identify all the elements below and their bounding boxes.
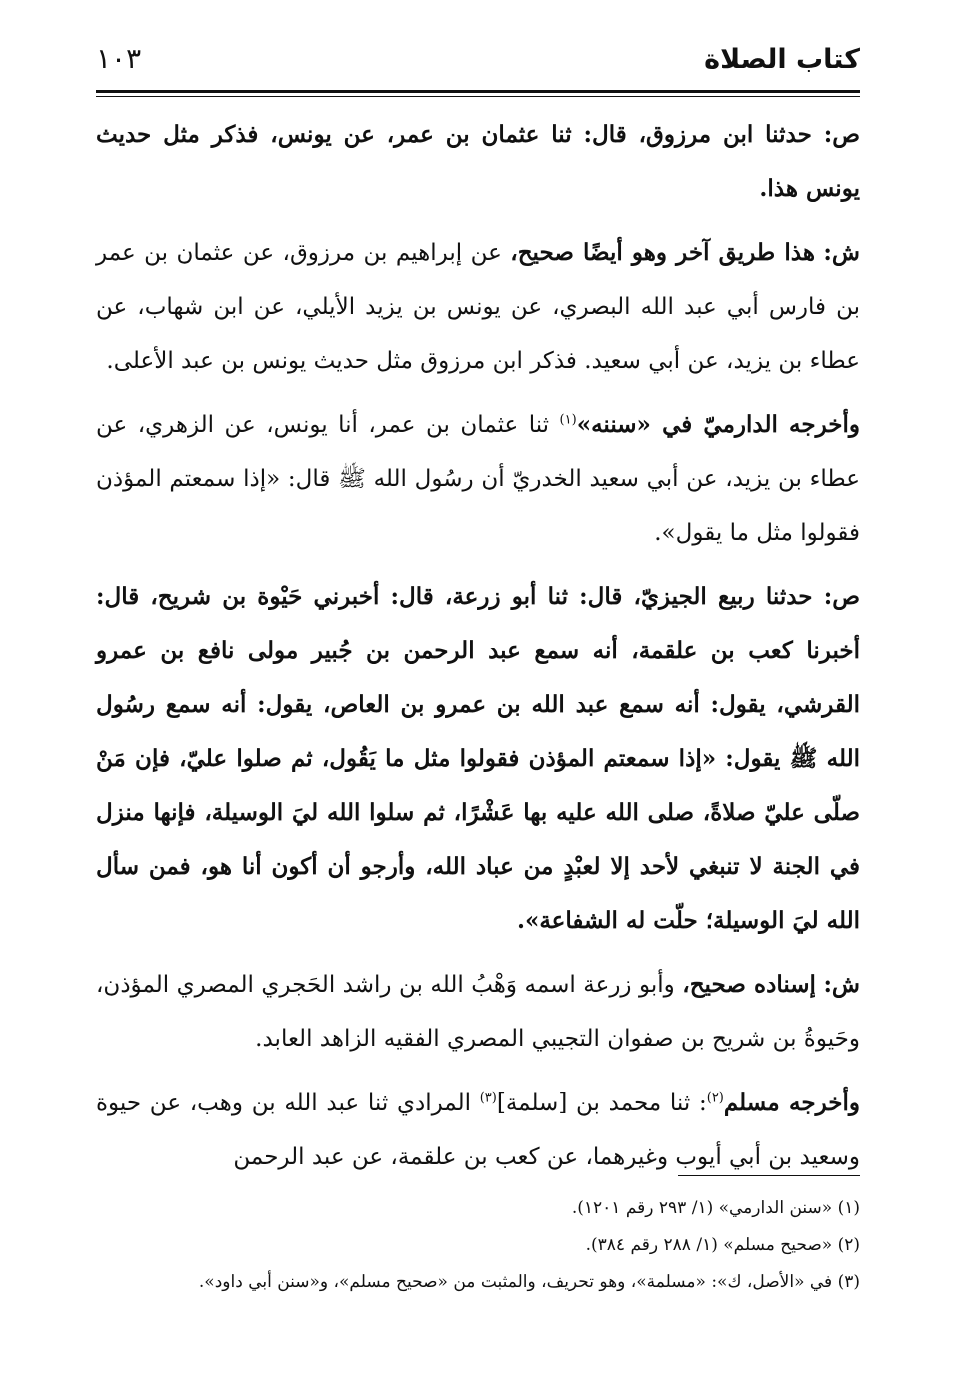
header-rule-thin xyxy=(96,96,860,97)
paragraph-text: ثنا عثمان بن عمر، أنا يونس، عن الزهري، عن عطاء بن يزيد، عن أبي سعيد الخدريّ أن رسُول الله ﷺ قال: «إذا سمعتم المؤذن فقولوا مثل ما يقول». xyxy=(96,412,860,546)
header-rule-thick xyxy=(96,90,860,93)
footnote-3: (٣) في «الأصل، ك»: «مسلمة»، وهو تحريف، والمثبت من «صحيح مسلم»، و«سنن أبي داود». xyxy=(198,1272,860,1292)
footnote-separator xyxy=(678,1175,860,1176)
footnote-ref: (٢) xyxy=(706,1090,724,1106)
paragraph-text: عن إبراهيم بن مرزوق، عن عثمان بن عمر بن فارس أبي عبد الله البصري، عن يونس بن يزيد الأيلي، عن ابن شهاب، عن عطاء بن يزيد، عن أبي سعيد. فذكر ابن مرزوق مثل حديث يونس بن عبد الأعلى. xyxy=(96,240,860,374)
paragraph-label: ص: xyxy=(823,121,860,148)
main-text xyxy=(96,108,860,1194)
paragraph-text: المرادي ثنا عبد الله بن وهب، عن حيوة وسعيد بن أبي أيوب وغيرهما، عن كعب بن علقمة، عن عبد الرحمن xyxy=(96,1090,860,1170)
page-number: ١٠٣ xyxy=(96,42,142,75)
paragraph-text: حدثنا ربيع الجيزيّ، قال: ثنا أبو زرعة، قال: أخبرني حَيْوة بن شريح، قال: أخبرنا كعب بن علقمة، أنه سمع عبد الرحمن بن جُبير مولى نافع بن عمرو القرشي، يقول: أنه سمع عبد الله بن عمرو بن العاص، يقول: أنه سمع رسُول الله ﷺ يقول: «إذا سمعتم المؤذن فقولوا مثل ما يَقُول، ثم صلوا عليّ، فإن مَنْ صلّى عليّ صلاةً، صلى الله عليه بها عَشْرًا، ثم سلوا الله ليَ الوسيلة، فإنها منزل في الجنة لا تنبغي لأحد إلا لعبْدٍ من عباد الله، وأرجو أن أكون أنا هو، فمن سأل الله ليَ الوسيلة؛ حلّت له الشفاعة». xyxy=(96,583,860,934)
paragraph-label: ش: xyxy=(823,971,861,998)
chapter-title: كتاب الصلاة xyxy=(704,44,860,75)
running-header xyxy=(96,40,860,86)
paragraph-1 xyxy=(96,108,860,216)
footnotes xyxy=(96,1190,860,1301)
footnote-1: (١) «سنن الدارمي» (١/ ٢٩٣ رقم ١٢٠١). xyxy=(571,1198,860,1218)
paragraph-bold-lead: إسناده صحيح، xyxy=(682,971,816,998)
paragraph-2 xyxy=(96,226,860,388)
paragraph-text: وأبو زرعة اسمه وَهْبُ الله بن راشد الحَجري المصري المؤذن، وحَيوةُ بن شريح بن صفوان التجيبي المصري الفقيه الزاهد العابد. xyxy=(96,972,860,1052)
footnote-2: (٢) «صحيح مسلم» (١/ ٢٨٨ رقم ٣٨٤). xyxy=(585,1235,860,1255)
paragraph-bold-lead: وأخرجه مسلم xyxy=(723,1089,861,1116)
paragraph-label: ش: xyxy=(823,239,860,266)
paragraph-4 xyxy=(96,570,860,948)
paragraph-text: : ثنا محمد بن [سلمة] xyxy=(496,1090,707,1116)
paragraph-bold-lead: وأخرجه الدارميّ في «سننه» xyxy=(576,411,861,438)
paragraph-text: حدثنا ابن مرزوق، قال: ثنا عثمان بن عمر، عن يونس، فذكر مثل حديث يونس هذا. xyxy=(96,121,860,202)
paragraph-bold-lead: هذا طريق آخر وهو أيضًا صحيح، xyxy=(510,239,815,266)
footnote-ref: (٣) xyxy=(479,1090,497,1106)
paragraph-5 xyxy=(96,958,860,1066)
footnote-ref: (١) xyxy=(559,412,577,428)
paragraph-6 xyxy=(96,1076,860,1184)
paragraph-label: ص: xyxy=(823,583,860,610)
paragraph-3 xyxy=(96,398,860,560)
